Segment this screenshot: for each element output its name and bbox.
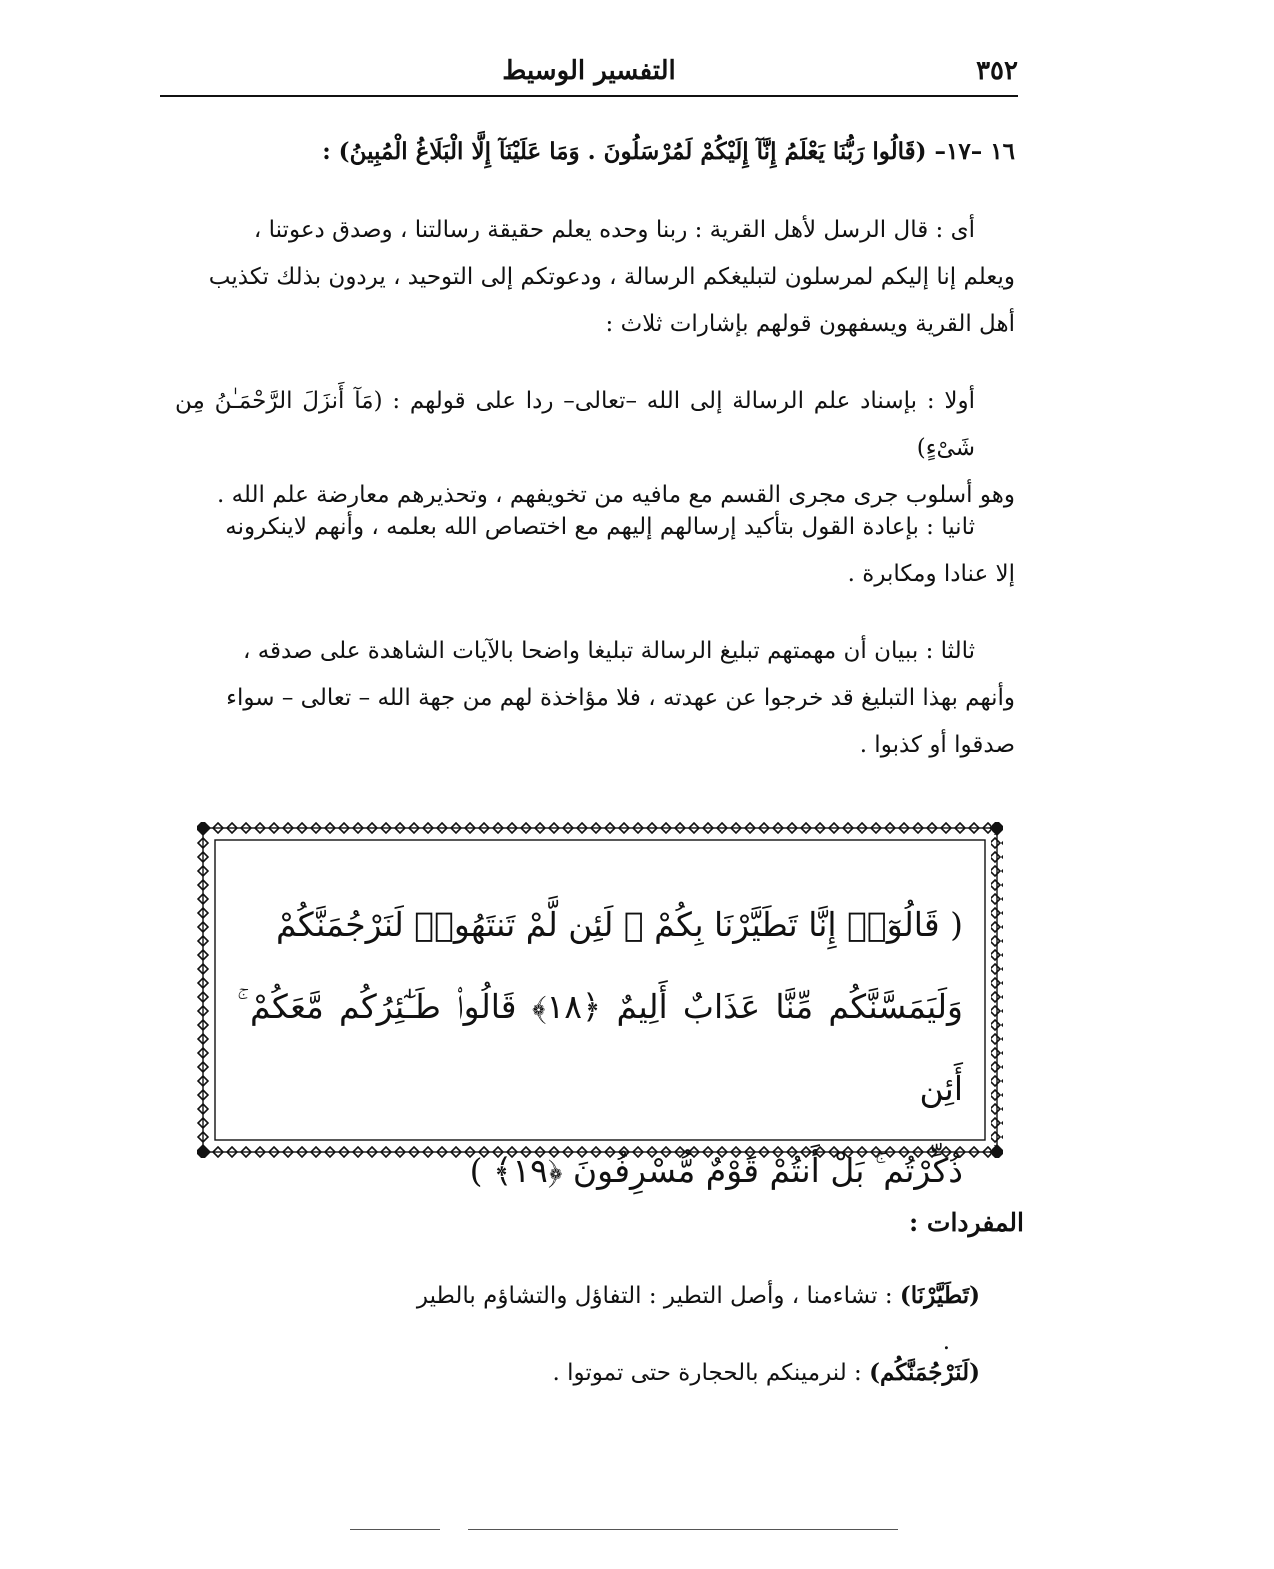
paragraph-2 — [175, 378, 1015, 519]
paragraph-line: ويعلم إنا إليكم لمرسلون لتبليغكم الرسالة ، ودعوتكم إلى التوحيد ، يردون بذلك تكذيب — [208, 264, 1015, 290]
verse-heading-line: ١٦ –١٧– (قَالُوا رَبُّنَا يَعْلَمُ إِنَّآ إِلَيْكُمْ لَمُرْسَلُونَ . وَمَا عَلَيْنَآ إِلَّا الْبَلَاغُ الْمُبِينُ) : — [322, 138, 1015, 165]
paragraph-line: أولا : بإسناد علم الرسالة إلى الله –تعالى– ردا على قولهم : (مَآ أَنزَلَ الرَّحْمَـٰنُ مِن شَىْءٍ) — [175, 388, 975, 461]
vocabulary-heading: المفردات : — [908, 1208, 1024, 1237]
footer-rule — [468, 1529, 898, 1530]
quran-verse-frame — [197, 822, 1003, 1190]
page-header — [160, 52, 1018, 92]
vocabulary-item — [300, 1350, 980, 1396]
quran-verse-text — [237, 884, 963, 1212]
quran-line: وَلَيَمَسَّنَّكُم مِّنَّا عَذَابٌ أَلِيمٌ ﴿١٨﴾ قَالُوا۟ طَـٰٓئِرُكُم مَّعَكُمْ ۚ أَئِن — [237, 987, 963, 1108]
paragraph-line: ثالثا : ببيان أن مهمتهم تبليغ الرسالة تبليغا واضحا بالآيات الشاهدة على صدقه ، — [242, 638, 975, 664]
paragraph-line: صدقوا أو كذبوا . — [859, 732, 1015, 758]
paragraph-line: إلا عنادا ومكابرة . — [847, 561, 1015, 587]
page-number: ٣٥٢ — [976, 56, 1018, 86]
paragraph-line: ثانيا : بإعادة القول بتأكيد إرسالهم إليهم مع اختصاص الله بعلمه ، وأنهم لاينكرونه — [225, 514, 975, 540]
footer-rule — [350, 1529, 440, 1530]
quran-line: ( قَالُوٓا۟ إِنَّا تَطَيَّرْنَا بِكُمْ ۖ لَئِن لَّمْ تَنتَهُوا۟ لَنَرْجُمَنَّكُمْ — [275, 905, 963, 944]
paragraph-3 — [175, 504, 1015, 598]
vocabulary-definition: : لنرمينكم بالحجارة حتى تموتوا . — [552, 1360, 870, 1386]
vocabulary-definition-cont: . — [942, 1329, 950, 1355]
paragraph-line: وهو أسلوب جرى مجرى القسم مع مافيه من تخويفهم ، وتحذيرهم معارضة علم الله . — [216, 482, 1015, 508]
vocabulary-term: (تَطَيَّرْنَا) — [899, 1282, 980, 1309]
vocabulary-term: (لَنَرْجُمَنَّكُم) — [869, 1359, 980, 1386]
paragraph-line: أى : قال الرسل لأهل القرية : ربنا وحده يعلم حقيقة رسالتنا ، وصدق دعوتنا ، — [253, 217, 975, 243]
quran-line: ذُكِّرْتُم ۚ بَلْ أَنتُمْ قَوْمٌ مُّسْرِفُونَ ﴿١٩﴾ ) — [469, 1151, 963, 1190]
header-rule — [160, 95, 1018, 97]
verse-heading — [175, 128, 1015, 175]
paragraph-line: أهل القرية ويسفهون قولهم بإشارات ثلاث : — [605, 311, 1015, 337]
vocabulary-definition: : تشاءمنا ، وأصل التطير : التفاؤل والتشاؤم بالطير — [416, 1283, 900, 1309]
running-title: التفسير الوسيط — [502, 56, 676, 86]
paragraph-line: وأنهم بهذا التبليغ قد خرجوا عن عهدته ، فلا مؤاخذة لهم من جهة الله – تعالى – سواء — [226, 685, 1015, 711]
paragraph-4 — [175, 628, 1015, 769]
paragraph-1 — [175, 207, 1015, 348]
